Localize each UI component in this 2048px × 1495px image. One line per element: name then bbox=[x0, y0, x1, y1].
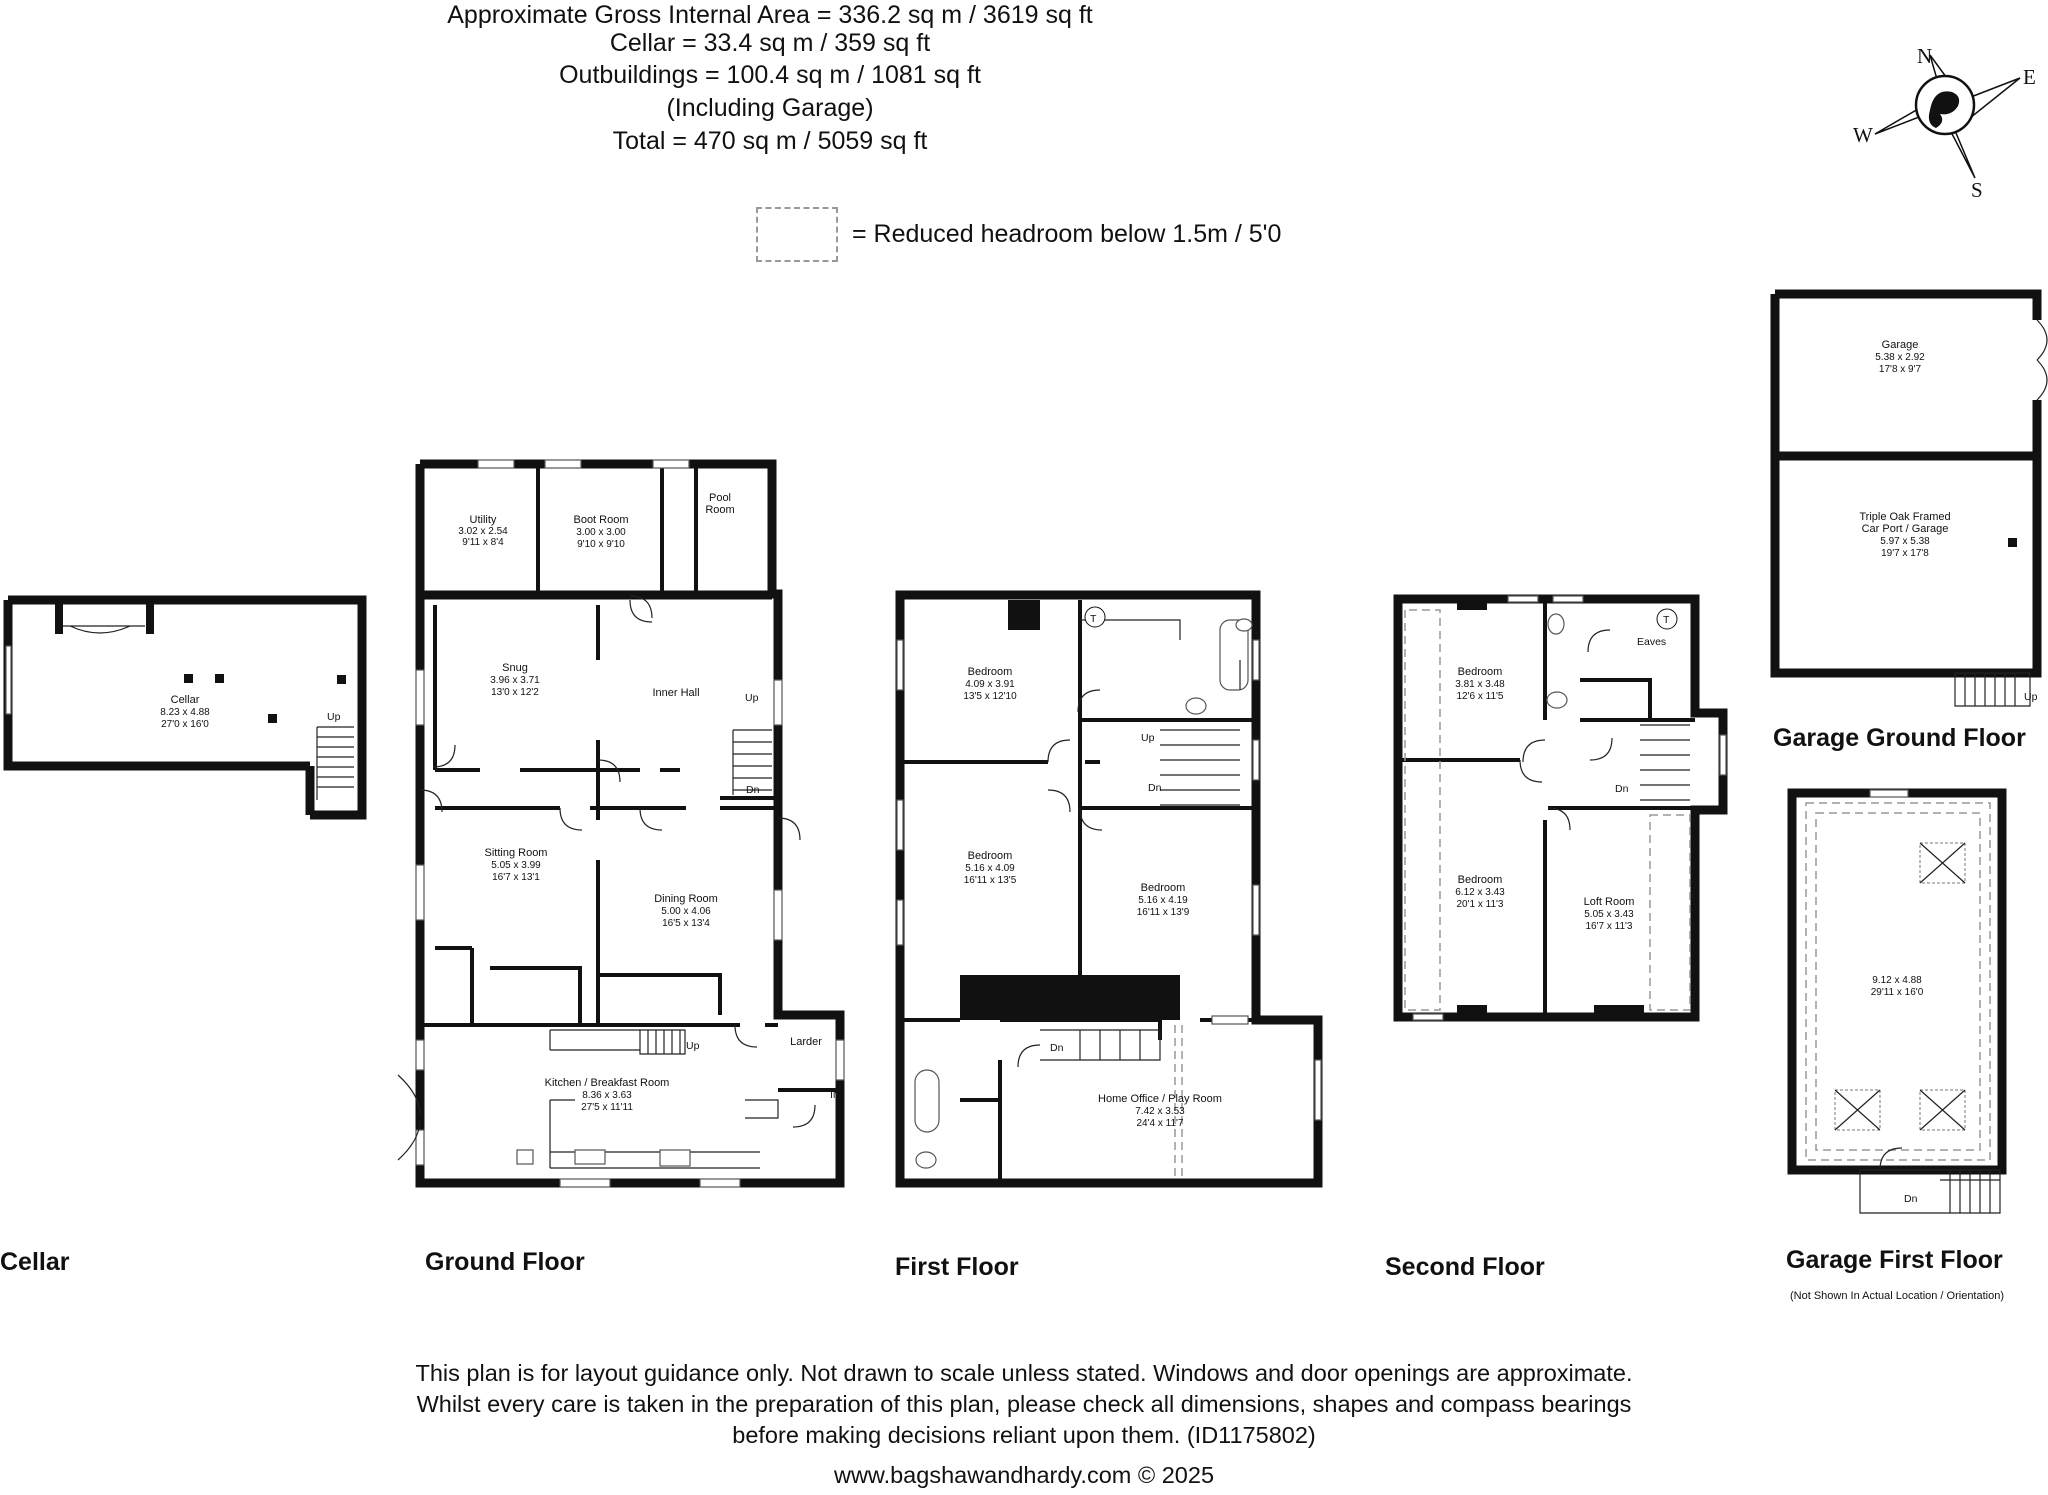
garage-first-m: 9.12 x 4.88 bbox=[1872, 975, 1922, 986]
ground-floor-plan bbox=[398, 460, 844, 1187]
home-office-name: Home Office / Play Room bbox=[1098, 1093, 1222, 1105]
garage-first-floor-plan bbox=[1792, 790, 2002, 1213]
in-label: IN bbox=[830, 1089, 841, 1101]
ff-up-label: Up bbox=[1141, 732, 1155, 744]
compass-rose-icon bbox=[1853, 44, 2036, 202]
kitchen-name: Kitchen / Breakfast Room bbox=[544, 1077, 670, 1089]
second-floor-label: Second Floor bbox=[1385, 1253, 1545, 1281]
reduced-headroom-legend-text: = Reduced headroom below 1.5m / 5'0 bbox=[852, 220, 1282, 248]
sitting-room-m: 5.05 x 3.99 bbox=[491, 860, 541, 871]
ff-office-dn-label: Dn bbox=[1050, 1042, 1064, 1054]
cellar-floor-label: Cellar bbox=[0, 1248, 70, 1276]
dining-room-ft: 16'5 x 13'4 bbox=[662, 918, 710, 929]
compass-n: N bbox=[1917, 44, 1933, 68]
first-floor-label: First Floor bbox=[895, 1253, 1019, 1281]
ff-dn-label: Dn bbox=[1148, 782, 1162, 794]
gross-area-line: Approximate Gross Internal Area = 336.2 sq m / 3619 sq ft bbox=[447, 1, 1093, 29]
sf-dn-label: Dn bbox=[1615, 783, 1629, 795]
garage-up-label: Up bbox=[2024, 691, 2038, 703]
sf-boiler-label: T bbox=[1663, 614, 1670, 626]
garage-name: Garage bbox=[1881, 339, 1919, 351]
inner-hall-name: Inner Hall bbox=[652, 687, 700, 699]
sitting-room-ft: 16'7 x 13'1 bbox=[492, 872, 540, 883]
garage-ft: 17'8 x 9'7 bbox=[1878, 364, 1922, 375]
ff-bed2-name: Bedroom bbox=[967, 850, 1013, 862]
disclaimer-line-1: This plan is for layout guidance only. Not drawn to scale unless stated. Windows and door openings are approximate. bbox=[415, 1360, 1633, 1386]
second-floor-plan bbox=[1398, 596, 1726, 1020]
sitting-room-name: Sitting Room bbox=[484, 847, 548, 859]
sf-bed1-ft: 12'6 x 11'5 bbox=[1456, 691, 1504, 702]
carport-name: Triple Oak Framed bbox=[1859, 511, 1951, 523]
ff-bed1-ft: 13'5 x 12'10 bbox=[963, 691, 1017, 702]
first-floor-plan bbox=[897, 595, 1321, 1183]
eaves-name: Eaves bbox=[1637, 636, 1667, 648]
kitchen-m: 8.36 x 3.63 bbox=[582, 1090, 632, 1101]
home-office-ft: 24'4 x 11'7 bbox=[1136, 1118, 1184, 1129]
snug-ft: 13'0 x 12'2 bbox=[491, 687, 539, 698]
compass-s: S bbox=[1971, 178, 1983, 202]
boot-room-m: 3.00 x 3.00 bbox=[576, 527, 626, 538]
total-area-line: Total = 470 sq m / 5059 sq ft bbox=[612, 127, 928, 155]
boot-room-ft: 9'10 x 9'10 bbox=[577, 539, 625, 550]
pool-room-name2: Room bbox=[705, 504, 735, 516]
compass-w: W bbox=[1853, 123, 1873, 147]
disclaimer bbox=[0, 1358, 2048, 1451]
carport-ft: 19'7 x 17'8 bbox=[1881, 548, 1929, 559]
compass-e: E bbox=[2023, 65, 2036, 89]
dining-room-m: 5.00 x 4.06 bbox=[661, 906, 711, 917]
outbuildings-area-line: Outbuildings = 100.4 sq m / 1081 sq ft bbox=[559, 61, 981, 89]
loft-room-ft: 16'7 x 11'3 bbox=[1585, 921, 1633, 932]
ff-bed3-m: 5.16 x 4.19 bbox=[1138, 895, 1188, 906]
cellar-area-line: Cellar = 33.4 sq m / 359 sq ft bbox=[609, 29, 931, 57]
ff-boiler-label: T bbox=[1090, 613, 1097, 625]
garage-first-ft: 29'11 x 16'0 bbox=[1870, 987, 1924, 998]
sf-bed2-name: Bedroom bbox=[1457, 874, 1503, 886]
cellar-room-m: 8.23 x 4.88 bbox=[160, 707, 210, 718]
loft-room-m: 5.05 x 3.43 bbox=[1584, 909, 1634, 920]
website-link[interactable]: www.bagshawandhardy.com © 2025 bbox=[833, 1462, 1215, 1488]
sf-bed2-ft: 20'1 x 11'3 bbox=[1456, 899, 1504, 910]
gf-up-label: Up bbox=[745, 692, 759, 704]
ff-bed2-m: 5.16 x 4.09 bbox=[965, 863, 1015, 874]
home-office-m: 7.42 x 3.53 bbox=[1135, 1106, 1185, 1117]
boot-room-name: Boot Room bbox=[573, 514, 629, 526]
kitchen-ft: 27'5 x 11'11 bbox=[581, 1102, 633, 1113]
utility-ft: 9'11 x 8'4 bbox=[462, 537, 504, 548]
cellar-up-label: Up bbox=[327, 711, 341, 723]
disclaimer-line-2: Whilst every care is taken in the preparation of this plan, please check all dimensions, shapes and compass bearings bbox=[416, 1391, 1632, 1417]
garage-m: 5.38 x 2.92 bbox=[1875, 352, 1925, 363]
cellar-room-ft: 27'0 x 16'0 bbox=[161, 719, 209, 730]
ground-floor-label: Ground Floor bbox=[425, 1248, 585, 1276]
loft-room-name: Loft Room bbox=[1583, 896, 1635, 908]
ff-bed2-ft: 16'11 x 13'5 bbox=[963, 875, 1017, 886]
carport-m: 5.97 x 5.38 bbox=[1880, 536, 1930, 547]
cellar-room-name: Cellar bbox=[170, 694, 200, 706]
pool-room-name: Pool bbox=[708, 492, 732, 504]
garage-ground-floor-plan bbox=[1775, 294, 2047, 706]
including-garage-line: (Including Garage) bbox=[666, 94, 874, 122]
garage-ground-floor-label: Garage Ground Floor bbox=[1773, 724, 2026, 752]
sf-bed2-m: 6.12 x 3.43 bbox=[1455, 887, 1505, 898]
garage-orientation-note: (Not Shown In Actual Location / Orientation) bbox=[1790, 1290, 2005, 1302]
dining-room-name: Dining Room bbox=[654, 893, 718, 905]
ff-bed3-name: Bedroom bbox=[1140, 882, 1186, 894]
snug-m: 3.96 x 3.71 bbox=[490, 675, 540, 686]
sf-bed1-m: 3.81 x 3.48 bbox=[1455, 679, 1505, 690]
cellar-plan bbox=[6, 600, 362, 815]
utility-name: Utility bbox=[469, 514, 497, 526]
gf-kitchen-up-label: Up bbox=[686, 1040, 700, 1052]
utility-m: 3.02 x 2.54 bbox=[458, 526, 508, 537]
disclaimer-line-3: before making decisions reliant upon them. (ID1175802) bbox=[732, 1422, 1316, 1448]
garage-first-floor-label: Garage First Floor bbox=[1786, 1246, 2003, 1274]
snug-name: Snug bbox=[502, 662, 528, 674]
garage-first-dn-label: Dn bbox=[1904, 1193, 1918, 1205]
larder-name: Larder bbox=[790, 1036, 822, 1048]
gf-dn-label: Dn bbox=[746, 784, 760, 796]
sf-bed1-name: Bedroom bbox=[1457, 666, 1503, 678]
ff-bed3-ft: 16'11 x 13'9 bbox=[1136, 907, 1190, 918]
ff-bed1-name: Bedroom bbox=[967, 666, 1013, 678]
carport-name2: Car Port / Garage bbox=[1861, 523, 1949, 535]
ff-bed1-m: 4.09 x 3.91 bbox=[965, 679, 1015, 690]
